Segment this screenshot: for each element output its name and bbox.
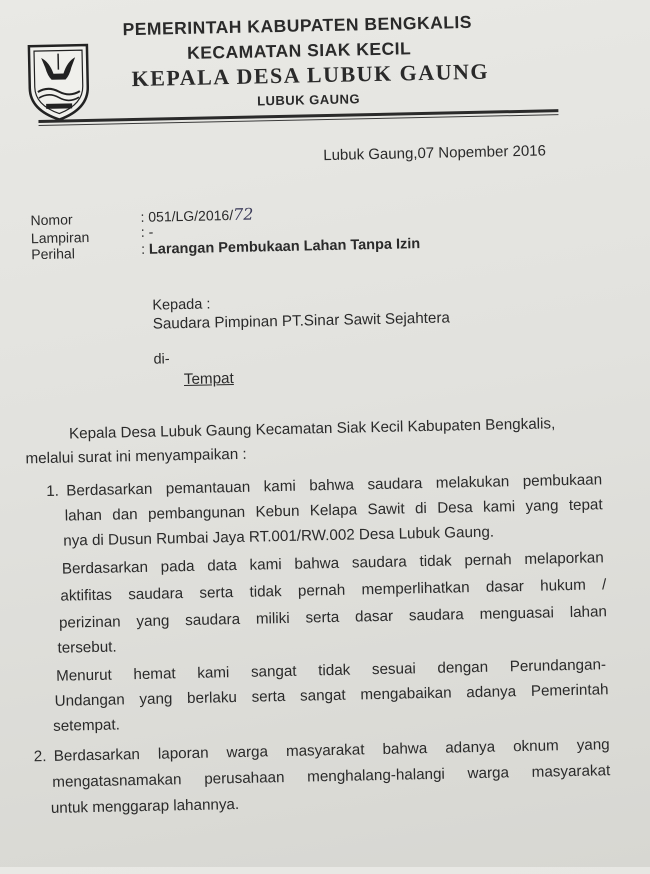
item1-line: lahan dan pembangunan Kebun Kelapa Sawit di Desa kami yang tepat xyxy=(64,496,603,525)
letterhead-line1: PEMERINTAH KABUPATEN BENGKALIS xyxy=(122,11,473,40)
lampiran-value: : - xyxy=(140,223,154,240)
lampiran-label: Lampiran xyxy=(30,228,90,247)
item1-line: Berdasarkan pada data kami bahwa saudara tidak pernah melaporkan xyxy=(61,549,604,578)
item2-line: Berdasarkan laporan warga masyarakat bahwa adanya oknum yang xyxy=(53,736,610,765)
item2-line: untuk menggarap lahannya. xyxy=(50,795,240,817)
item1-number: 1. xyxy=(46,482,60,500)
nomor-label: Nomor xyxy=(30,211,73,229)
perihal-colon: : xyxy=(141,240,146,257)
regency-emblem-icon xyxy=(23,39,95,122)
tempat-label: Tempat xyxy=(183,369,234,389)
item1-line: perizinan yang saudara miliki serta dasar saudara menguasai lahan xyxy=(58,603,608,632)
item1-line: aktifitas saudara serta tidak pernah memperlihatkan dasar hukum / xyxy=(60,576,607,605)
perihal-value xyxy=(141,235,420,258)
item2-number: 2. xyxy=(33,748,47,766)
opening-line2: melalui surat ini menyampaikan : xyxy=(25,445,247,468)
letterhead-line2: KECAMATAN SIAK KECIL xyxy=(186,38,412,63)
nomor-value xyxy=(140,205,253,226)
letterhead-line4: LUBUK GAUNG xyxy=(256,91,361,109)
nomor-printed: : 051/LG/2016/ xyxy=(140,206,234,225)
di-label: di- xyxy=(153,351,170,368)
perihal-text: Larangan Pembukaan Lahan Tanpa Izin xyxy=(148,236,421,258)
recipient-name: Saudara Pimpinan PT.Sinar Sawit Sejahtera xyxy=(152,309,451,333)
item1-line: tersebut. xyxy=(57,638,117,657)
item1-line: Berdasarkan pemantauan kami bahwa saudara melakukan pembukaan xyxy=(66,471,603,500)
item1-line: Undangan yang berlaku serta sangat mengabaikan adanya Pemerintah xyxy=(54,681,609,710)
perihal-label: Perihal xyxy=(31,245,76,263)
nomor-handwritten: 72 xyxy=(232,204,254,224)
item1-line: nya di Dusun Rumbai Jaya RT.001/RW.002 Desa Lubuk Gaung. xyxy=(63,523,495,550)
kepada-label: Kepada : xyxy=(152,296,211,314)
item1-line: Menurut hemat kami sangat tidak sesuai dengan Perundangan- xyxy=(55,656,607,685)
opening-line1: Kepala Desa Lubuk Gaung Kecamatan Siak Kecil Kabupaten Bengkalis, xyxy=(68,415,556,443)
letterhead-line3: KEPALA DESA LUBUK GAUNG xyxy=(131,58,490,92)
letter-date: Lubuk Gaung,07 Nopember 2016 xyxy=(323,142,547,165)
item2-line: mengatasnamakan perusahaan menghalang-halangi warga masyarakat xyxy=(52,762,611,791)
item1-line: setempat. xyxy=(52,716,121,735)
